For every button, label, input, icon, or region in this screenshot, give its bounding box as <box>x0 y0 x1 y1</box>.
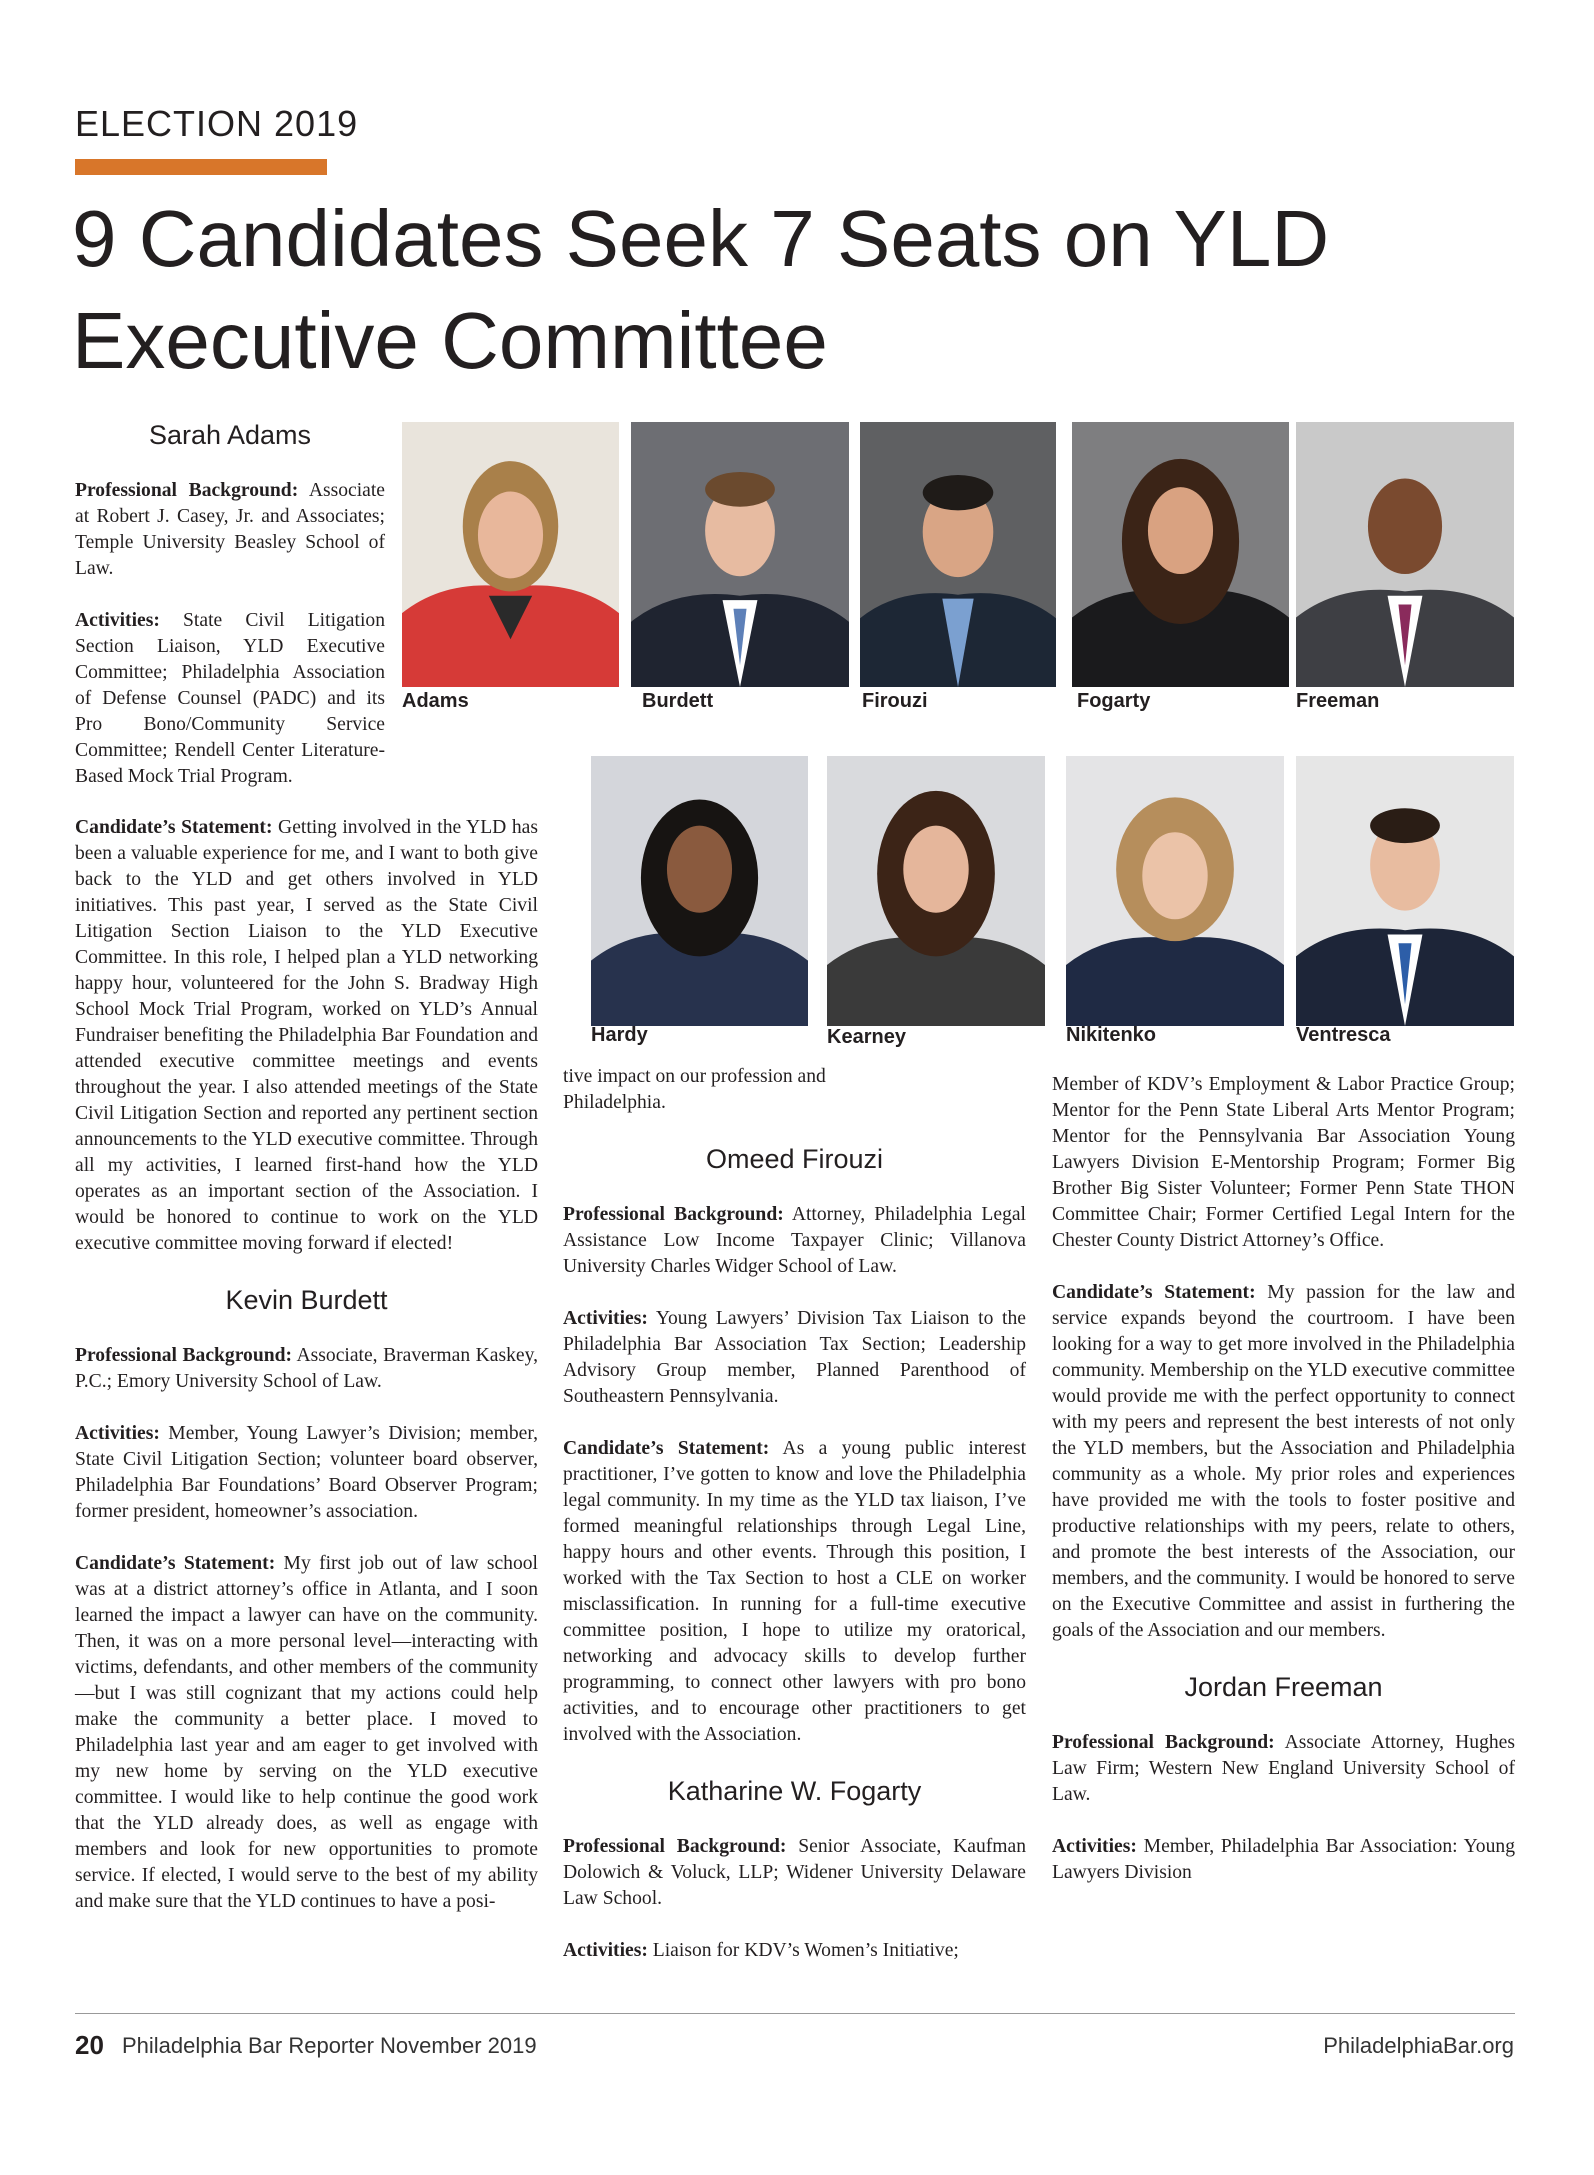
portrait-firouzi <box>860 422 1056 687</box>
footer-rule <box>75 2013 1515 2014</box>
site-link[interactable]: PhiladelphiaBar.org <box>1323 2033 1514 2058</box>
portrait-burdett <box>631 422 849 687</box>
candidate-name-freeman: Jordan Freeman <box>1184 1672 1383 1702</box>
adams-statement: Candidate’s Statement: Getting involved in the YLD has been a valuable experience for me, and I want to both give back to the YLD and get others involved in YLD initiatives. This past year, I served as the State Civil Litigation Section Liaison to the YLD Executive Committee. In this role, I helped plan a YLD networking happy hour, volunteered for the John S. Bradway High School Mock Trial Program, worked on YLD’s Annual Fundraiser benefiting the Philadelphia Bar Foundation and attended executive committee meetings and events throughout the year. I also attended meetings of the State Civil Litigation Section and reported any pertinent section announcements to the YLD executive committee. Through all my activities, I learned first-hand how the YLD operates as an important section of the Association. I would be honored to continue to work on the YLD executive committee moving forward if elected! <box>75 817 538 1254</box>
photo-ventresca <box>1296 756 1514 1026</box>
photo-firouzi <box>860 422 1056 687</box>
caption-ventresca: Ventresca <box>1296 1024 1391 1046</box>
photo-burdett <box>631 422 849 687</box>
column-1-bottom <box>75 815 538 1941</box>
portrait-ventresca <box>1296 756 1514 1026</box>
portrait-kearney <box>827 756 1045 1026</box>
firouzi-activities: Activities: Young Lawyers’ Division Tax Liaison to the Philadelphia Bar Association Tax Section; Leadership Advisory Group member, Planned Parenthood of Southeastern Pennsylvania. <box>563 1308 1026 1407</box>
photo-adams <box>402 422 619 687</box>
candidate-name-burdett: Kevin Burdett <box>225 1285 388 1315</box>
caption-nikitenko: Nikitenko <box>1066 1024 1157 1046</box>
kicker-accent-rule <box>75 159 327 175</box>
adams-background: Professional Background: Associate at Robert J. Casey, Jr. and Associates; Temple University Beasley School of Law. <box>75 480 385 579</box>
candidate-name-firouzi: Omeed Firouzi <box>705 1144 884 1174</box>
freeman-activities: Activities: Member, Philadelphia Bar Association: Young Lawyers Division <box>1052 1836 1515 1883</box>
caption-firouzi: Firouzi <box>862 690 928 712</box>
fogarty-statement: Candidate’s Statement: My passion for the law and service expands beyond the courtroom. I have been looking for a way to get more involved in the Philadelphia community. Membership on the YLD executive committee would provide me with the perfect opportunity to connect with my peers and represent the best interests of not only the YLD members, but the Association and Philadelphia community as a whole. My prior roles and experiences have provided me with the tools to foster positive and productive relationships with my peers, relate to others, and promote the best interests of the Association, our members, and the community. I would be honored to serve on the Executive Committee and assist in furthering the goals of the Association and our members. <box>1052 1282 1515 1641</box>
publication-title: Philadelphia Bar Reporter November 2019 <box>122 2033 537 2058</box>
firouzi-background: Professional Background: Attorney, Philadelphia Legal Assistance Low Income Taxpayer Clinic; Villanova University Charles Widger School of Law. <box>563 1204 1026 1277</box>
headline: 9 Candidates Seek 7 Seats on YLD Executive Committee <box>72 194 1330 385</box>
portrait-nikitenko <box>1066 756 1284 1026</box>
caption-fogarty: Fogarty <box>1077 690 1151 712</box>
photo-hardy <box>591 756 808 1026</box>
burdett-statement-continued: tive impact on our profession and Philadelphia. <box>563 1066 826 1113</box>
caption-hardy: Hardy <box>591 1024 648 1046</box>
portrait-hardy <box>591 756 808 1026</box>
section-kicker: ELECTION 2019 <box>75 103 359 144</box>
fogarty-activities-continued: Member of KDV’s Employment & Labor Practice Group; Mentor for the Penn State Liberal Arts Mentor Program; Mentor for the Pennsylvania Bar Association Young Lawyers Division E-Mentorship Program; Former Big Brother Big Sister Volunteer; Former Penn State THON Committee Chair; Former Certified Legal Intern for the Chester County District Attorney’s Office. <box>1052 1074 1515 1251</box>
portrait-adams <box>402 422 619 687</box>
adams-activities: Activities: State Civil Litigation Section Liaison, YLD Executive Committee; Philadelphia Association of Defense Counsel (PADC) and its Pro Bono/Community Service Committee; Rendell Center Literature-Based Mock Trial Program. <box>75 610 385 787</box>
caption-freeman: Freeman <box>1296 690 1380 712</box>
burdett-background: Professional Background: Associate, Braverman Kaskey, P.C.; Emory University School of Law. <box>75 1345 539 1392</box>
candidate-name-adams: Sarah Adams <box>148 420 312 450</box>
column-1-top <box>75 418 385 816</box>
page-number: 20 <box>75 2030 104 2060</box>
firouzi-statement: Candidate’s Statement: As a young public interest practitioner, I’ve gotten to know and love the Philadelphia legal community. In my time as the YLD tax liaison, I’ve formed meaningful relationships through Legal Line, happy hours and other events. Through this position, I worked with the Tax Section to host a CLE on worker misclassification. In running for a full-time executive committee position, I hope to utilize my oratorical, networking and advocacy skills to develop further programming, to connect other lawyers with pro bono activities, and to encourage other practitioners to get involved with the Association. <box>563 1438 1027 1745</box>
portrait-fogarty <box>1072 422 1289 687</box>
column-2 <box>563 1064 1026 1990</box>
burdett-activities: Activities: Member, Young Lawyer’s Division; member, State Civil Litigation Section; volunteer board observer, Philadelphia Bar Foundations’ Board Observer Program; former president, homeowner’s association. <box>75 1423 538 1522</box>
candidate-name-fogarty: Katharine W. Fogarty <box>667 1776 922 1806</box>
photo-freeman <box>1296 422 1514 687</box>
photo-fogarty <box>1072 422 1289 687</box>
caption-adams: Adams <box>402 690 469 712</box>
photo-nikitenko <box>1066 756 1284 1026</box>
freeman-background: Professional Background: Associate Attorney, Hughes Law Firm; Western New England University School of Law. <box>1052 1732 1515 1805</box>
portrait-freeman <box>1296 422 1514 687</box>
column-3 <box>1052 1072 1515 1912</box>
fogarty-activities: Activities: Liaison for KDV’s Women’s Initiative; <box>563 1940 959 1961</box>
caption-burdett: Burdett <box>642 690 714 712</box>
fogarty-background: Professional Background: Senior Associate, Kaufman Dolowich & Voluck, LLP; Widener University Delaware Law School. <box>563 1836 1027 1909</box>
photo-kearney <box>827 756 1045 1026</box>
burdett-statement: Candidate’s Statement: My first job out of law school was at a district attorney’s office in Atlanta, and I soon learned the impact a lawyer can have on the community. Then, it was on a more personal level—interacting with victims, defendants, and other members of the community—but I was still cognizant that my actions could help make the community a better place. I moved to Philadelphia last year and am eager to get involved with my new home by serving on the YLD executive committee. I would like to help continue the good work that the YLD already does, as well as engage with members and look for new opportunities to promote service. If elected, I would serve to the best of my ability and make sure that the YLD continues to have a posi- <box>75 1553 538 1912</box>
caption-kearney: Kearney <box>827 1026 906 1048</box>
